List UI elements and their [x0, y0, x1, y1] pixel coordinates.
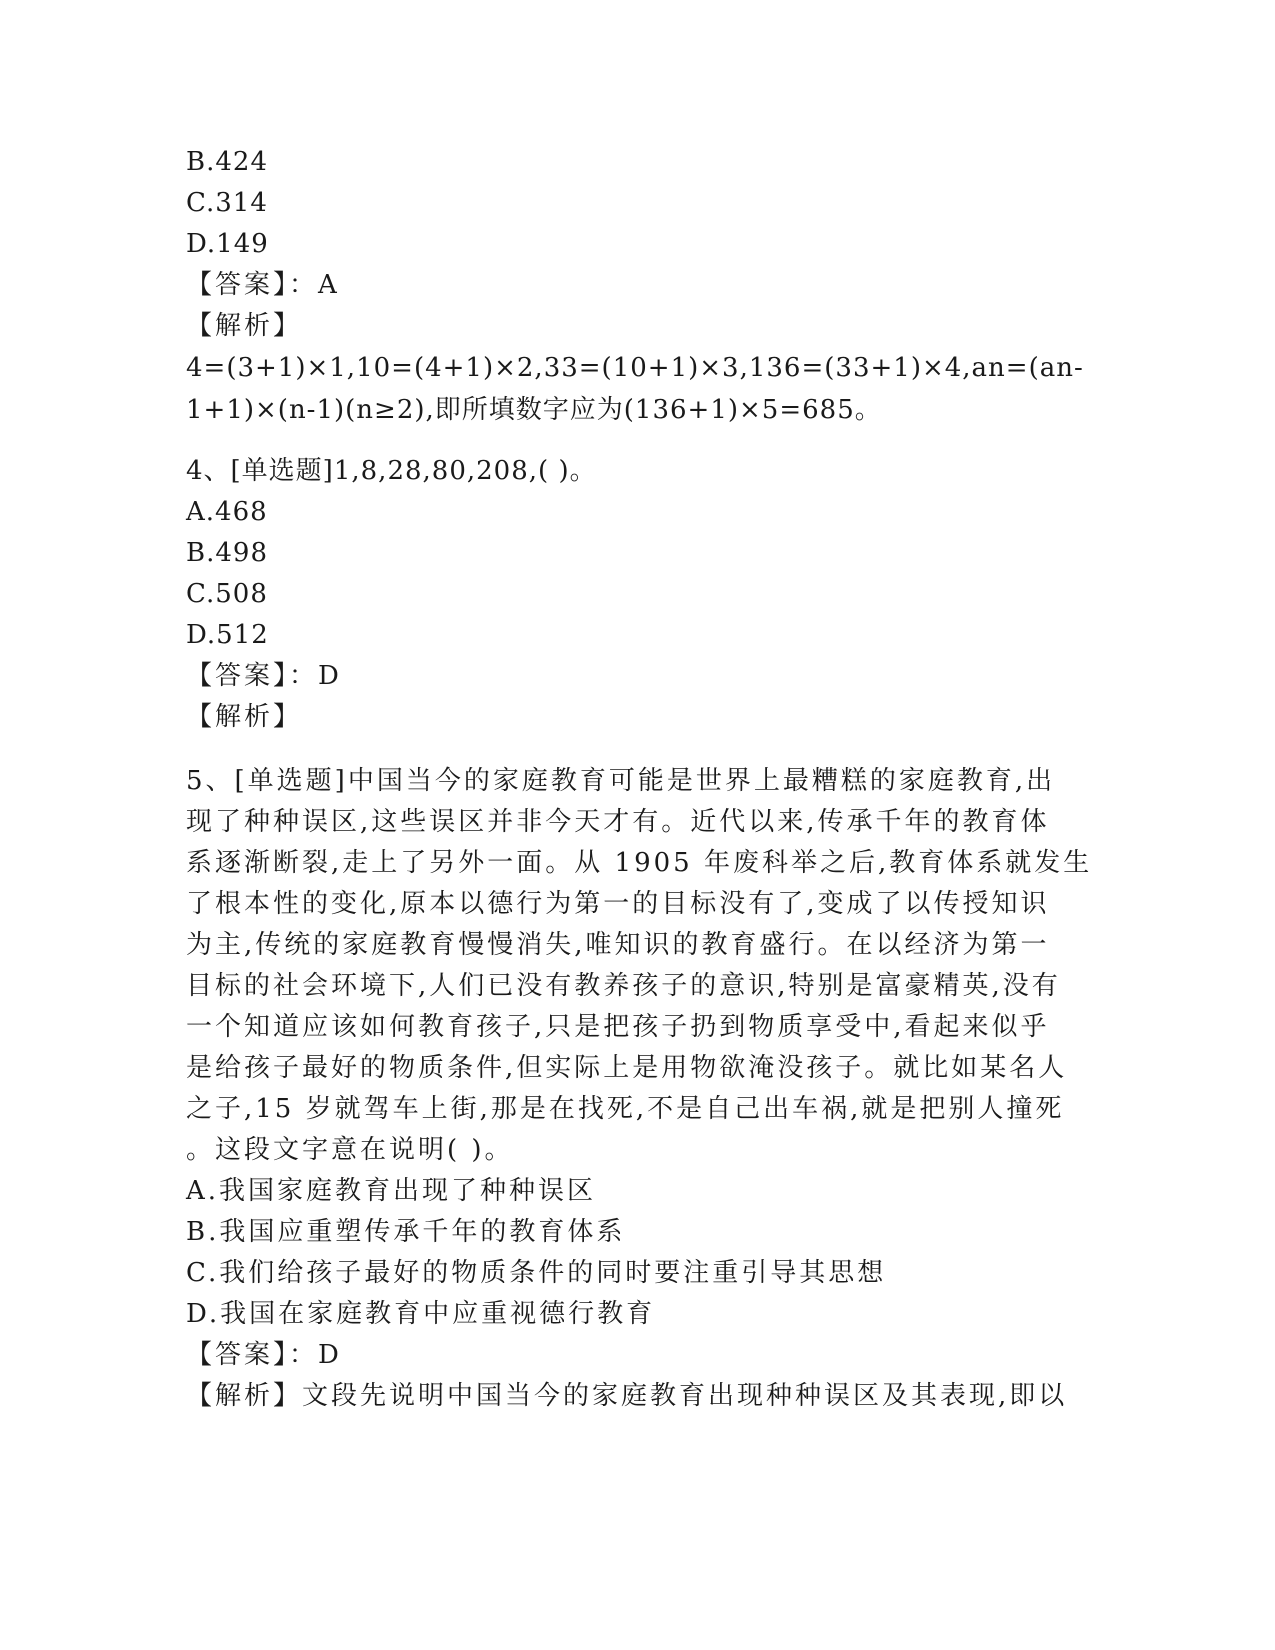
q4-stem: 4、[单选题]1,8,28,80,208,( )。: [186, 456, 597, 486]
q5-stem-line: 为主,传统的家庭教育慢慢消失,唯知识的教育盛行。在以经济为第一: [186, 930, 1050, 960]
q4-option-c: C.508: [186, 579, 268, 609]
q3-option-d: D.149: [186, 229, 269, 259]
q3-option-b: B.424: [186, 147, 268, 177]
q4-answer: 【答案】：D: [186, 661, 342, 691]
q5-option-b: B.我国应重塑传承千年的教育体系: [186, 1217, 626, 1247]
q5-stem-line: 目标的社会环境下,人们已没有教养孩子的意识,特别是富豪精英,没有: [186, 971, 1061, 1001]
q5-stem-line: 5、[单选题]中国当今的家庭教育可能是世界上最糟糕的家庭教育,出: [186, 766, 1056, 796]
q5-stem-line: 现了种种误区,这些误区并非今天才有。近代以来,传承千年的教育体: [186, 807, 1050, 837]
q5-stem-line: 系逐渐断裂,走上了另外一面。从 1905 年废科举之后,教育体系就发生: [186, 848, 1093, 878]
q5-stem-line: 一个知道应该如何教育孩子,只是把孩子扔到物质享受中,看起来似乎: [186, 1012, 1050, 1042]
q5-stem-line: 了根本性的变化,原本以德行为第一的目标没有了,变成了以传授知识: [186, 889, 1050, 919]
q3-analysis-line-1: 4=(3+1)×1,10=(4+1)×2,33=(10+1)×3,136=(33+1)×4,an=(an-: [186, 353, 1084, 383]
q5-stem-line: 是给孩子最好的物质条件,但实际上是用物欲淹没孩子。就比如某名人: [186, 1053, 1068, 1083]
q5-stem-line: 之子,15 岁就驾车上街,那是在找死,不是自己出车祸,就是把别人撞死: [186, 1094, 1065, 1124]
q3-answer: 【答案】：A: [186, 270, 340, 300]
q4-option-b: B.498: [186, 538, 268, 568]
q3-analysis-label: 【解析】: [186, 311, 303, 341]
q4-option-a: A.468: [186, 497, 268, 527]
q4-analysis-label: 【解析】: [186, 702, 303, 732]
q5-answer: 【答案】：D: [186, 1340, 342, 1370]
q5-option-a: A.我国家庭教育出现了种种误区: [186, 1176, 597, 1206]
q3-analysis-line-2: 1+1)×(n-1)(n≥2),即所填数字应为(136+1)×5=685。: [186, 395, 882, 425]
q3-option-c: C.314: [186, 188, 268, 218]
q5-option-c: C.我们给孩子最好的物质条件的同时要注重引导其思想: [186, 1258, 887, 1288]
q5-option-d: D.我国在家庭教育中应重视德行教育: [186, 1299, 656, 1329]
q4-option-d: D.512: [186, 620, 269, 650]
q5-stem-line: 。这段文字意在说明( )。: [186, 1135, 514, 1165]
q5-analysis: 【解析】文段先说明中国当今的家庭教育出现种种误区及其表现,即以: [186, 1381, 1068, 1411]
